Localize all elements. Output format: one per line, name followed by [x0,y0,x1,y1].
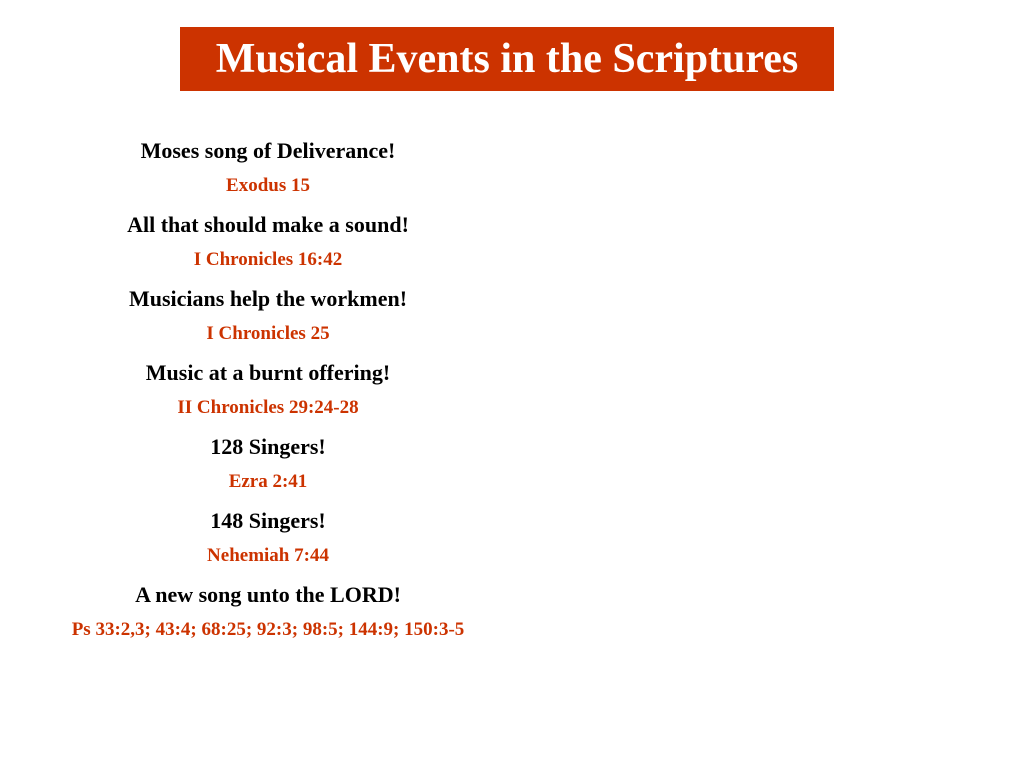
page-title: Musical Events in the Scriptures [215,36,799,82]
event-item [0,210,536,280]
event-reference: Nehemiah 7:44 [207,545,329,566]
event-item [0,580,536,650]
event-item [0,432,536,502]
event-item [0,284,536,354]
event-title: All that should make a sound! [127,212,409,237]
events-list [0,136,536,654]
event-title: 148 Singers! [210,508,326,533]
event-item [0,506,536,576]
event-reference: I Chronicles 25 [206,323,330,344]
event-title: Music at a burnt offering! [145,360,391,385]
event-reference: Ezra 2:41 [228,471,308,492]
event-reference: Exodus 15 [226,175,310,196]
event-item [0,136,536,206]
event-item [0,358,536,428]
event-reference: Ps 33:2,3; 43:4; 68:25; 92:3; 98:5; 144:9; 150:3-5 [71,619,465,640]
event-title: A new song unto the LORD! [135,582,401,607]
event-reference: I Chronicles 16:42 [193,249,343,270]
event-reference: II Chronicles 29:24-28 [177,397,359,418]
event-title: Moses song of Deliverance! [140,138,396,163]
event-title: Musicians help the workmen! [128,286,408,311]
event-title: 128 Singers! [210,434,326,459]
title-banner [180,27,834,91]
